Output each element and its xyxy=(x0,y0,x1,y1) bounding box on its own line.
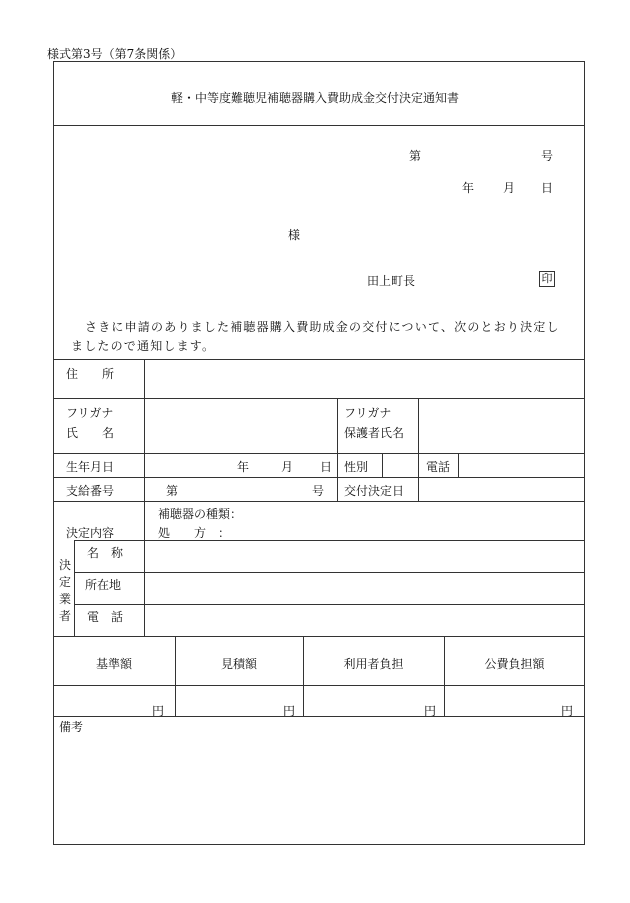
vendor-name-label: 名 称 xyxy=(87,546,124,560)
phone-label: 電話 xyxy=(426,460,451,474)
issuer: 田上町長 xyxy=(367,274,416,288)
gender-label: 性別 xyxy=(344,460,369,474)
amount-unit: 円 xyxy=(152,704,165,718)
vendor-label-char: 決 xyxy=(59,558,72,572)
vendor-label-char: 者 xyxy=(59,609,72,623)
divider xyxy=(74,540,585,541)
vendor-label-char: 定 xyxy=(59,575,72,589)
amount-header-user-burden: 利用者負担 xyxy=(343,657,404,671)
doc-no-suffix: 号 xyxy=(541,149,554,163)
date-year: 年 xyxy=(462,181,475,195)
body-text-line2: ましたので通知します。 xyxy=(71,339,216,353)
divider xyxy=(53,636,585,637)
amount-unit: 円 xyxy=(283,704,296,718)
document-title: 軽・中等度難聴児補聴器購入費助成金交付決定通知書 xyxy=(170,91,459,105)
seal-mark: 印 xyxy=(539,271,555,287)
divider xyxy=(458,453,459,477)
amount-unit: 円 xyxy=(424,704,437,718)
divider xyxy=(444,636,445,716)
divider xyxy=(53,125,585,126)
vendor-label-char: 業 xyxy=(59,592,72,606)
divider xyxy=(303,636,304,716)
amount-unit: 円 xyxy=(561,704,574,718)
divider xyxy=(418,398,419,501)
guardian-furigana-label: フリガナ xyxy=(344,406,392,420)
name-label: 氏 名 xyxy=(66,426,115,440)
divider xyxy=(74,604,585,605)
hearing-aid-type-label: 補聴器の種類： xyxy=(158,507,243,521)
divider xyxy=(53,359,585,360)
birth-month: 月 xyxy=(281,460,294,474)
decision-content-label: 決定内容 xyxy=(66,526,115,540)
remarks-label: 備考 xyxy=(59,720,84,734)
doc-no-prefix: 第 xyxy=(409,149,422,163)
date-month: 月 xyxy=(503,181,516,195)
divider xyxy=(53,398,585,399)
furigana-label: フリガナ xyxy=(66,406,114,420)
divider xyxy=(74,540,75,636)
vendor-address-label: 所在地 xyxy=(85,578,122,592)
date-day: 日 xyxy=(541,181,554,195)
divider xyxy=(175,636,176,716)
birth-day: 日 xyxy=(320,460,333,474)
birthdate-label: 生年月日 xyxy=(66,460,115,474)
divider xyxy=(53,716,585,717)
body-text-line1: さきに申請のありました補聴器購入費助成金の交付について、次のとおり決定し xyxy=(85,320,560,334)
prescription-label: 処 方 ： xyxy=(158,526,231,540)
divider xyxy=(53,685,585,686)
amount-header-base: 基準額 xyxy=(95,657,132,671)
guardian-name-label: 保護者氏名 xyxy=(344,426,405,440)
vendor-phone-label: 電 話 xyxy=(87,610,124,624)
divider xyxy=(337,398,338,501)
amount-header-estimate: 見積額 xyxy=(220,657,257,671)
birth-year: 年 xyxy=(237,460,250,474)
divider xyxy=(53,453,585,454)
divider xyxy=(53,477,585,478)
form-label: 様式第3号（第7条関係） xyxy=(47,47,183,61)
payment-no-label: 支給番号 xyxy=(66,484,115,498)
address-label: 住 所 xyxy=(66,367,115,381)
payment-no-prefix: 第 xyxy=(166,484,179,498)
divider xyxy=(74,572,585,573)
decision-date-label: 交付決定日 xyxy=(344,484,405,498)
divider xyxy=(144,359,145,636)
amount-header-public-burden: 公費負担額 xyxy=(484,657,545,671)
payment-no-suffix: 号 xyxy=(312,484,325,498)
addressee-suffix: 様 xyxy=(288,228,301,242)
divider xyxy=(53,501,585,502)
divider xyxy=(382,453,383,477)
